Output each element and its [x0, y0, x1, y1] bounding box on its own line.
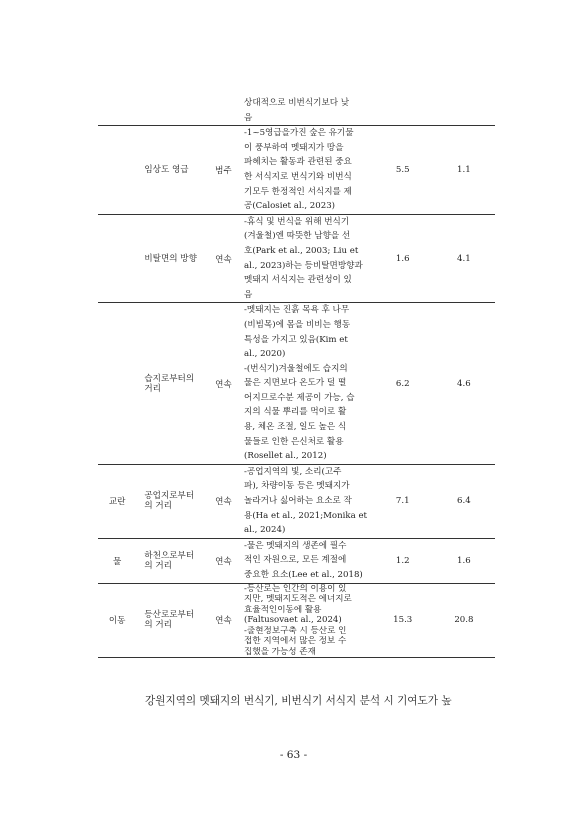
category-cell	[98, 303, 136, 465]
description-line: -휴식 및 번식을 위해 번식기	[244, 216, 350, 227]
description-line: -물은 멧돼지의 생존에 필수	[244, 540, 347, 551]
category-cell	[98, 583, 136, 658]
value1-cell	[373, 583, 433, 658]
type-cell	[206, 96, 241, 126]
description-cell	[241, 538, 373, 583]
category-label: 이동	[108, 616, 126, 627]
category-cell	[98, 214, 136, 303]
description-line: 특성을 가지고 있음(Kim et	[244, 334, 348, 345]
variable-line: 의 거리	[144, 560, 172, 571]
value2: 1.6	[457, 555, 471, 566]
description-line: -출현정보구축 시 등산로 인	[244, 625, 347, 636]
variable-label	[144, 610, 194, 630]
description-line: 집했을 가능성 존재	[244, 646, 316, 657]
description-line: -1~5영급을가진 숲은 유기물	[244, 128, 354, 139]
value2-cell	[433, 126, 495, 215]
table-row	[98, 538, 495, 583]
variable-cell	[136, 538, 205, 583]
variable-line: 습지로부터의	[144, 373, 195, 384]
category-cell	[98, 96, 136, 126]
value1-cell	[373, 214, 433, 303]
value1: 5.5	[395, 164, 410, 175]
description-line: al., 2024)	[244, 525, 286, 536]
variable-line: 임상도 영급	[144, 164, 189, 175]
type-cell	[206, 303, 241, 465]
description-line: (Faltusovaet al., 2024)	[244, 615, 342, 626]
value1: 7.1	[395, 496, 410, 507]
description-line: 지만, 멧돼지도적은 에너지로	[244, 594, 352, 605]
type-label: 연속	[215, 497, 232, 508]
value2-cell	[433, 303, 495, 465]
description-line: -(번식기)겨울철에도 습지의	[244, 363, 348, 374]
table-row	[98, 214, 495, 303]
description-line: 파), 차량이동 등은 멧돼지가	[244, 481, 350, 492]
description-line: 멧돼지 서식지는 관련성이 있	[244, 275, 352, 286]
description-line: (비빔목)에 몸을 비비는 행동	[244, 319, 351, 330]
description-line: 놀라거나 싫어하는 요소로 작	[244, 496, 352, 507]
description-line: (겨울철)엔 따뜻한 남향을 선	[244, 231, 351, 242]
habitat-variables-table	[98, 96, 495, 658]
variable-line: 의 거리	[144, 501, 172, 512]
category-cell	[98, 538, 136, 583]
value1-cell	[373, 96, 433, 126]
value2: 1.1	[457, 164, 471, 175]
description-line: 기모두 한정적인 서식지를 제	[244, 186, 352, 197]
value1-cell	[373, 464, 433, 538]
table-body	[98, 96, 495, 658]
description-line: -멧돼지는 진흙 목욕 후 나무	[244, 305, 350, 316]
description-line: 파헤치는 활동과 관련된 중요	[244, 157, 352, 168]
description-line: 호(Park et al., 2003; Liu et	[244, 245, 359, 256]
category-label: 교란	[108, 497, 126, 508]
description-line: 음	[244, 289, 253, 300]
value1-cell	[373, 126, 433, 215]
description-line: 효율적인이동에 활용	[244, 604, 322, 615]
type-cell	[206, 214, 241, 303]
description-line: 어지므로수분 제공이 가능, 습	[244, 392, 355, 403]
variable-cell	[136, 126, 205, 215]
variable-label	[144, 374, 194, 394]
category-cell	[98, 126, 136, 215]
type-label: 연속	[215, 254, 232, 265]
description-cell	[241, 96, 373, 126]
description-line: 접한 지역에서 많은 정보 수	[244, 636, 347, 647]
value2-cell	[433, 538, 495, 583]
value1: 6.2	[395, 378, 410, 389]
value2-cell	[433, 464, 495, 538]
type-cell	[206, 538, 241, 583]
value1: 1.2	[395, 555, 410, 566]
description-cell	[241, 214, 373, 303]
variable-cell	[136, 96, 205, 126]
variable-line: 공업지로부터	[144, 491, 195, 502]
description-cell	[241, 303, 373, 465]
table-row	[98, 583, 495, 658]
description-line: 용(Ha et al., 2021;Monika et	[244, 510, 367, 521]
value2: 4.1	[457, 253, 471, 264]
variable-line: 의 거리	[144, 620, 172, 631]
body-paragraph: 강원지역의 멧돼지의 번식기, 비번식기 서식지 분석 시 기여도가 높	[145, 695, 452, 707]
description-line: 음	[244, 112, 253, 123]
description-line: -등산로는 인간의 이용이 있	[244, 583, 347, 594]
value2: 6.4	[457, 496, 471, 507]
category-cell	[98, 464, 136, 538]
value2-cell	[433, 583, 495, 658]
description-line: 중요한 요소(Lee et al., 2018)	[244, 570, 363, 580]
description-cell	[241, 126, 373, 215]
table-row	[98, 126, 495, 215]
variable-cell	[136, 303, 205, 465]
value2: 20.8	[454, 615, 474, 626]
description-line: 물은 지면보다 온도가 덜 떨	[244, 378, 347, 389]
variable-line: 거리	[144, 383, 161, 394]
description-line: 공(Calosiet al., 2023)	[244, 201, 336, 212]
value1-cell	[373, 538, 433, 583]
category-label: 물	[113, 556, 122, 567]
value1: 1.6	[395, 253, 410, 264]
value1: 15.3	[393, 615, 413, 626]
table-row	[98, 303, 495, 465]
variable-label	[144, 551, 194, 571]
description-line: -공업지역의 빛, 소리(고주	[244, 466, 342, 477]
table-row	[98, 96, 495, 126]
type-cell	[206, 126, 241, 215]
variable-label	[144, 491, 194, 511]
type-label: 범주	[215, 165, 232, 176]
value2-cell	[433, 96, 495, 126]
description-cell	[241, 464, 373, 538]
variable-line: 등산로로부터	[144, 610, 195, 621]
type-cell	[206, 464, 241, 538]
variable-label	[144, 254, 197, 264]
description-line: 이 풍부하여 멧돼지가 땅을	[244, 142, 344, 153]
variable-line: 비탈면의 방향	[144, 253, 197, 264]
value2: 4.6	[457, 378, 471, 389]
description-line: 적인 자원으로, 모든 계절에	[244, 555, 347, 566]
variable-cell	[136, 583, 205, 658]
type-label: 연속	[215, 379, 232, 390]
variable-label	[144, 165, 188, 175]
type-label: 연속	[215, 556, 232, 567]
value1-cell	[373, 303, 433, 465]
description-line: (Rosellet al., 2012)	[244, 451, 327, 462]
table-row	[98, 464, 495, 538]
description-line: 지의 식물 뿌리를 먹이로 활	[244, 407, 347, 418]
description-line: 한 서식지로 번식기와 비번식	[244, 171, 352, 182]
type-label: 연속	[215, 616, 232, 627]
variable-cell	[136, 464, 205, 538]
description-cell	[241, 583, 373, 658]
description-line: 용, 체온 조절, 일도 높은 식	[244, 422, 347, 433]
description-line: al., 2023)하는 등비탈면방향과	[244, 260, 363, 271]
variable-line: 하천으로부터	[144, 550, 195, 561]
type-cell	[206, 583, 241, 658]
description-line: 상대적으로 비번식기보다 낮	[244, 98, 350, 108]
description-line: al., 2020)	[244, 349, 286, 360]
description-line: 물들로 인한 은신처로 활용	[244, 436, 344, 447]
value2-cell	[433, 214, 495, 303]
page-number: - 63 -	[279, 749, 308, 761]
variable-cell	[136, 214, 205, 303]
